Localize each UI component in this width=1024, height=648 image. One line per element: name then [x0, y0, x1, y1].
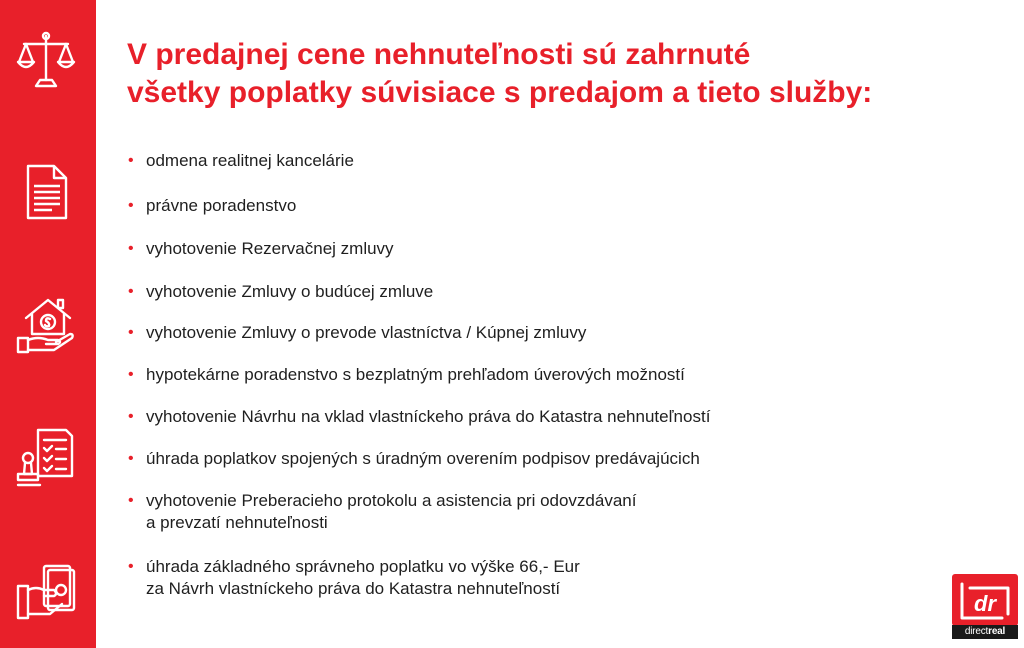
list-item-text: za Návrh vlastníckeho práva do Katastra nehnuteľností: [146, 579, 561, 598]
list-item-text: odmena realitnej kancelárie: [146, 151, 354, 170]
list-item-text: vyhotovenie Návrhu na vklad vlastníckeho práva do Katastra nehnuteľností: [146, 407, 711, 426]
bullet-icon: •: [128, 408, 134, 425]
list-item: [128, 150, 886, 172]
bullet-icon: •: [128, 240, 134, 257]
list-item: [128, 490, 886, 534]
list-item-text: vyhotovenie Zmluvy o budúcej zmluve: [146, 282, 434, 301]
logo-text-regular: direct: [964, 626, 989, 637]
list-item: [128, 364, 886, 386]
sidebar: [0, 0, 96, 648]
bullet-icon: •: [128, 492, 134, 509]
logo-wordmark: [952, 625, 1018, 639]
logo-monogram-text: dr: [974, 591, 996, 616]
bullet-icon: •: [128, 558, 134, 575]
list-item: [128, 556, 886, 600]
directreal-logo: [952, 574, 1018, 640]
house-money-hand-icon: [14, 292, 78, 356]
logo-text-bold: real: [988, 626, 1006, 637]
bullet-icon: •: [128, 197, 134, 214]
logo-monogram: [952, 574, 1018, 626]
page-title: [127, 36, 1007, 112]
list-item-text: úhrada poplatkov spojených s úradným overením podpisov predávajúcich: [146, 449, 700, 468]
money-hand-icon: [14, 560, 78, 624]
bullet-icon: •: [128, 450, 134, 467]
bullet-icon: •: [128, 283, 134, 300]
bullet-icon: •: [128, 152, 134, 169]
list-item-text: a prevzatí nehnuteľnosti: [146, 513, 328, 532]
scales-icon: [14, 28, 78, 92]
bullet-icon: •: [128, 366, 134, 383]
title-line-1: V predajnej cene nehnuteľnosti sú zahrnuté: [127, 38, 751, 71]
list-item-text: právne poradenstvo: [146, 196, 297, 215]
list-item: [128, 195, 886, 217]
bullet-icon: •: [128, 324, 134, 341]
list-item: [128, 281, 886, 303]
document-icon: [14, 160, 78, 224]
list-item: [128, 322, 886, 344]
list-item-text: úhrada základného správneho poplatku vo výške 66,- Eur: [146, 557, 580, 576]
list-item: [128, 448, 886, 470]
list-item: [128, 406, 886, 428]
list-item-text: vyhotovenie Preberacieho protokolu a asistencia pri odovzdávaní: [146, 491, 637, 510]
stamp-checklist-icon: [14, 426, 78, 490]
list-item-text: vyhotovenie Zmluvy o prevode vlastníctva / Kúpnej zmluvy: [146, 323, 587, 342]
list-item: [128, 238, 886, 260]
list-item-text: hypotekárne poradenstvo s bezplatným prehľadom úverových možností: [146, 365, 685, 384]
title-line-2: všetky poplatky súvisiace s predajom a tieto služby:: [127, 76, 873, 109]
list-item-text: vyhotovenie Rezervačnej zmluvy: [146, 239, 394, 258]
